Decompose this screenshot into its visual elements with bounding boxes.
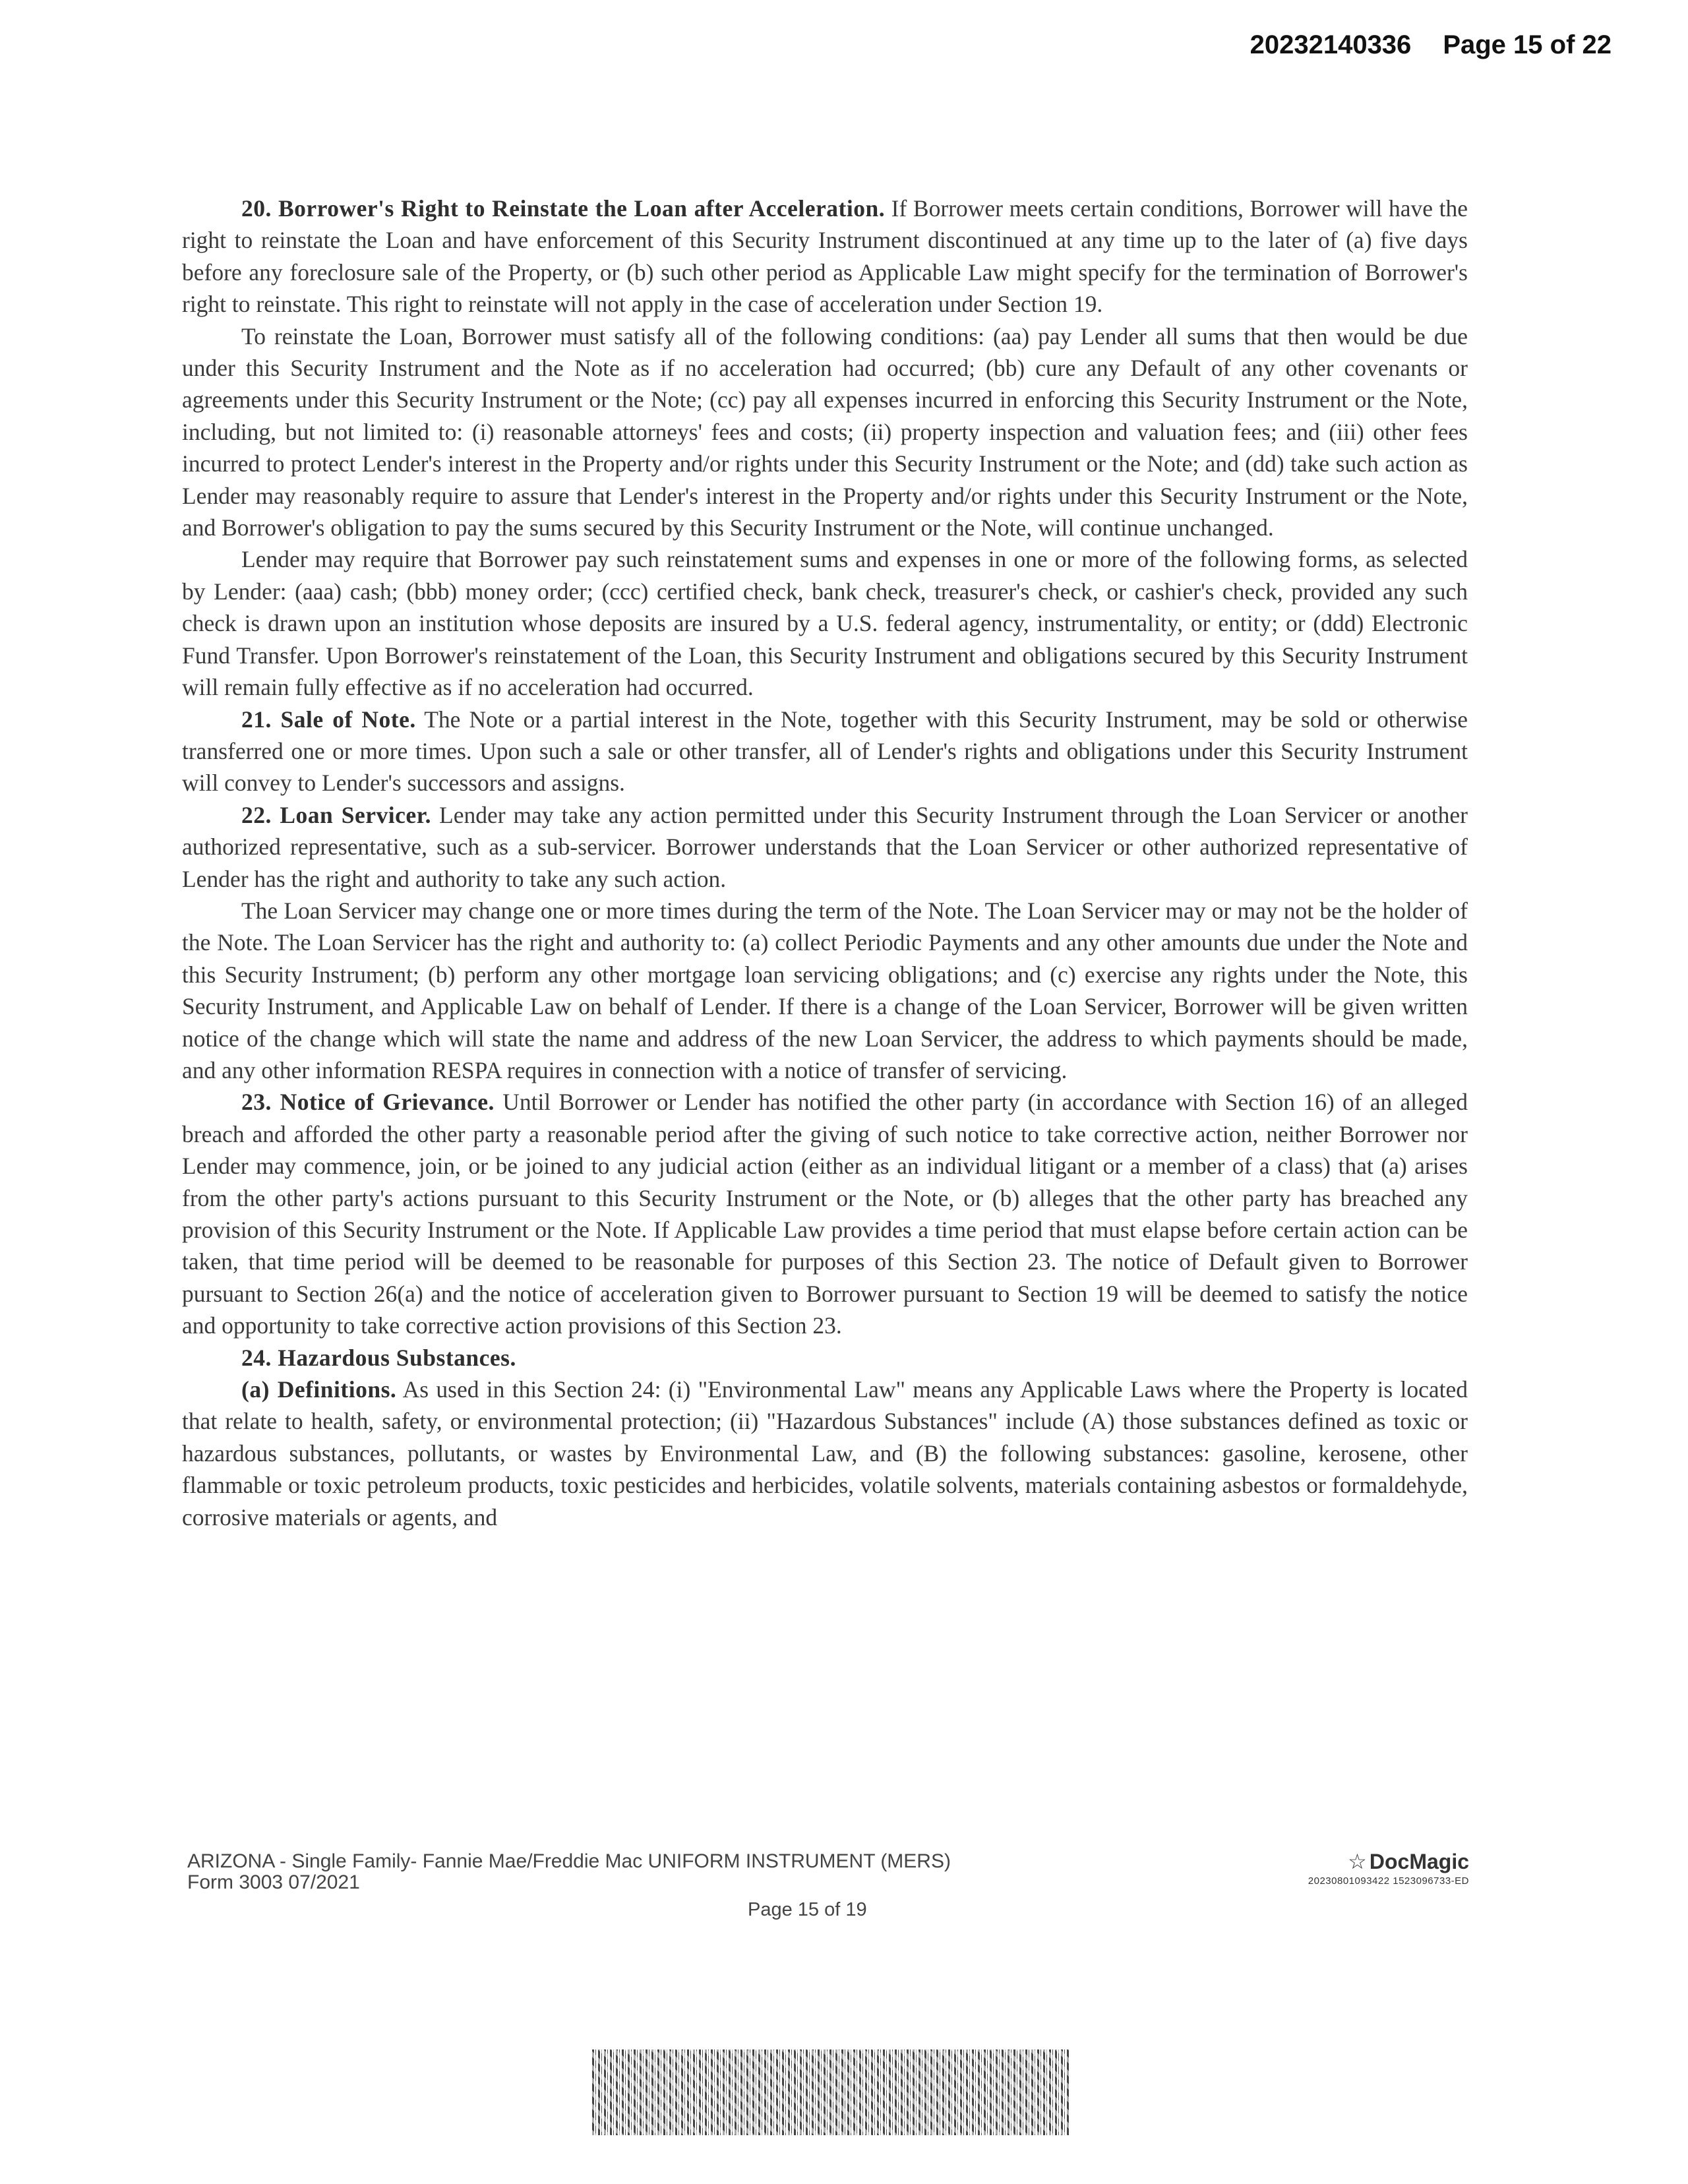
- header-page-label: Page 15 of 22: [1443, 30, 1612, 59]
- brand-name: DocMagic: [1369, 1850, 1469, 1873]
- section-20: [182, 193, 1468, 320]
- section-text: As used in this Section 24: (i) "Environmental Law" means any Applicable Laws where the Property is located that relate to health, safety, or environmental protection; (ii) "Hazardous Substances" include (A) those substances defined as toxic or hazardous substances, pollutants, or wastes by Environmental Law, and (B) the following substances: gasoline, kerosene, other flammable or toxic petroleum products, toxic pesticides and herbicides, volatile solvents, materials containing asbestos or formaldehyde, corrosive materials or agents, and: [182, 1376, 1468, 1531]
- document-body: [182, 193, 1468, 1533]
- section-heading: (a) Definitions.: [241, 1376, 397, 1403]
- document-id: 20230801093422 1523096733-ED: [1308, 1875, 1469, 1887]
- section-24: [182, 1342, 1468, 1374]
- section-text: Lender may require that Borrower pay such reinstatement sums and expenses in one or more of the following forms, as selected by Lender: (aaa) cash; (bbb) money order; (ccc) certified check, bank check, treasurer's check, or cashier's check, provided any such check is drawn upon an institution whose deposits are insured by a U.S. federal agency, instrumentality, or entity; or (ddd) Electronic Fund Transfer. Upon Borrower's reinstatement of the Loan, this Security Instrument and obligations secured by this Security Instrument will remain fully effective as if no acceleration had occurred.: [182, 546, 1468, 701]
- section-23: [182, 1086, 1468, 1341]
- section-heading: 24. Hazardous Substances.: [241, 1344, 516, 1371]
- page-header: [1250, 30, 1612, 60]
- section-heading: 20. Borrower's Right to Reinstate the Loan after Acceleration.: [241, 195, 886, 222]
- form-footer: [187, 1851, 951, 1893]
- form-title: ARIZONA - Single Family- Fannie Mae/Freddie Mac UNIFORM INSTRUMENT (MERS): [187, 1850, 951, 1872]
- footer-page-label: Page 15 of 19: [748, 1899, 867, 1920]
- document-number: 20232140336: [1250, 30, 1412, 59]
- form-number: Form 3003 07/2021: [187, 1871, 360, 1893]
- section-text: Until Borrower or Lender has notified the other party (in accordance with Section 16) of an alleged breach and afforded the other party a reasonable period after the giving of such notice to take corrective action, neither Borrower nor Lender may commence, join, or be joined to any judicial action (either as an individual litigant or a member of a class) that (a) arises from the other party's actions pursuant to this Security Instrument or the Note, or (b) alleges that the other party has breached any provision of this Security Instrument or the Note. If Applicable Law provides a time period that must elapse before certain action can be taken, that time period will be deemed to be reasonable for purposes of this Section 23. The notice of Default given to Borrower pursuant to Section 26(a) and the notice of acceleration given to Borrower pursuant to Section 19 will be deemed to satisfy the notice and opportunity to take corrective action provisions of this Section 23.: [182, 1089, 1468, 1339]
- paragraph-reinstate-forms: [182, 543, 1468, 703]
- paragraph-loan-servicer-change: [182, 895, 1468, 1086]
- section-22: [182, 799, 1468, 895]
- section-24a: [182, 1374, 1468, 1533]
- section-text: The Loan Servicer may change one or more times during the term of the Note. The Loan Servicer may or may not be the holder of the Note. The Loan Servicer has the right and authority to: (a) collect Periodic Payments and any other amounts due under the Note and this Security Instrument; (b) perform any other mortgage loan servicing obligations; and (c) exercise any rights under the Note, this Security Instrument, and Applicable Law on behalf of Lender. If there is a change of the Loan Servicer, Borrower will be given written notice of the change which will state the name and address of the new Loan Servicer, the address to which payments should be made, and any other information RESPA requires in connection with a notice of transfer of servicing.: [182, 897, 1468, 1083]
- section-text: To reinstate the Loan, Borrower must satisfy all of the following conditions: (aa) pay Lender all sums that then would be due under this Security Instrument and the Note as if no acceleration had occurred; (bb) cure any Default of any other covenants or agreements under this Security Instrument or the Note; (cc) pay all expenses incurred in enforcing this Security Instrument or the Note, including, but not limited to: (i) reasonable attorneys' fees and costs; (ii) property inspection and valuation fees; and (iii) other fees incurred to protect Lender's interest in the Property and/or rights under this Security Instrument or the Note; and (dd) take such action as Lender may reasonably require to assure that Lender's interest in the Property and/or rights under this Security Instrument or the Note, and Borrower's obligation to pay the sums secured by this Security Instrument or the Note, will continue unchanged.: [182, 322, 1468, 541]
- docmagic-logo: [1308, 1849, 1469, 1887]
- star-icon: ☆: [1348, 1850, 1367, 1873]
- section-21: [182, 704, 1468, 799]
- section-heading: 22. Loan Servicer.: [241, 801, 432, 828]
- section-text: The Note or a partial interest in the Note, together with this Security Instrument, may be sold or otherwise transferred one or more times. Upon such a sale or other transfer, all of Lender's rights and obligations under this Security Instrument will convey to Lender's successors and assigns.: [182, 706, 1468, 797]
- section-heading: 23. Notice of Grievance.: [241, 1089, 495, 1116]
- section-heading: 21. Sale of Note.: [241, 706, 416, 733]
- section-text: If Borrower meets certain conditions, Borrower will have the right to reinstate the Loan and have enforcement of this Security Instrument discontinued at any time up to the later of (a) five days before any foreclosure sale of the Property, or (b) such other period as Applicable Law might specify for the termination of Borrower's right to reinstate. This right to reinstate will not apply in the case of acceleration under Section 19.: [182, 195, 1468, 318]
- barcode-image: [592, 2049, 1070, 2135]
- section-text: Lender may take any action permitted under this Security Instrument through the Loan Servicer or another authorized representative, such as a sub-servicer. Borrower understands that the Loan Servicer or other authorized representative of Lender has the right and authority to take any such action.: [182, 801, 1468, 892]
- paragraph-reinstate-conditions: [182, 320, 1468, 544]
